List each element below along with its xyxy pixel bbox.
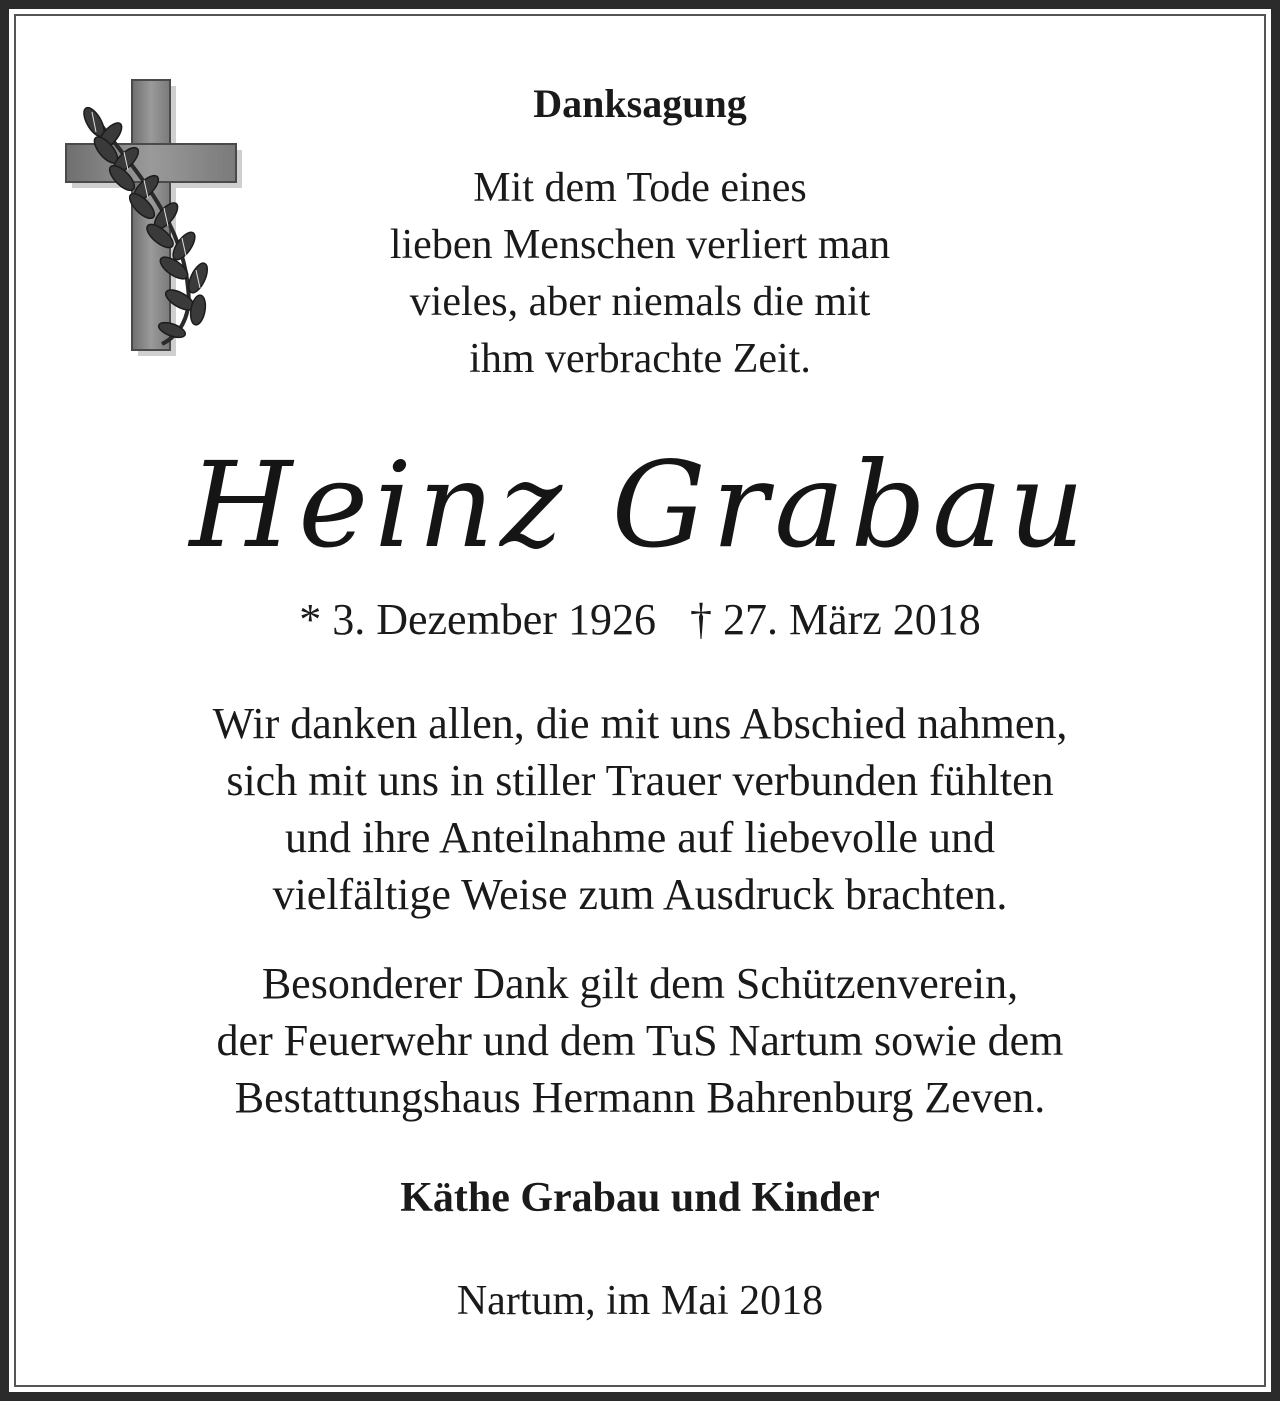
thanks-line: Wir danken allen, die mit uns Abschied nahmen, xyxy=(212,699,1068,748)
quote-line: Mit dem Tode eines xyxy=(473,165,807,211)
death-date: † 27. März 2018 xyxy=(689,595,981,644)
thanks-line: vielfältige Weise zum Ausdruck brachten. xyxy=(272,870,1008,919)
special-thanks-line: Besonderer Dank gilt dem Schützenverein, xyxy=(261,959,1019,1008)
quote-line: vieles, aber niemals die mit xyxy=(409,279,871,325)
thanks-paragraph xyxy=(0,695,1280,923)
deceased-name: Heinz Grabau xyxy=(189,436,1091,574)
special-thanks-line: der Feuerwehr und dem TuS Nartum sowie dem xyxy=(216,1016,1064,1065)
special-thanks-line: Bestattungshaus Hermann Bahrenburg Zeven. xyxy=(234,1073,1046,1122)
heading-danksagung: Danksagung xyxy=(533,81,747,126)
life-dates xyxy=(0,592,1280,648)
signature: Käthe Grabau und Kinder xyxy=(400,1175,880,1221)
birth-date: * 3. Dezember 1926 xyxy=(299,595,656,644)
memorial-quote xyxy=(0,160,1280,388)
place-and-date: Nartum, im Mai 2018 xyxy=(456,1278,824,1324)
thanks-line: sich mit uns in stiller Trauer verbunden fühlten xyxy=(226,756,1054,805)
quote-line: lieben Menschen verliert man xyxy=(389,222,891,268)
thanks-line: und ihre Anteilnahme auf liebevolle und xyxy=(285,813,995,862)
special-thanks-paragraph xyxy=(0,955,1280,1126)
quote-line: ihm verbrachte Zeit. xyxy=(469,336,811,382)
